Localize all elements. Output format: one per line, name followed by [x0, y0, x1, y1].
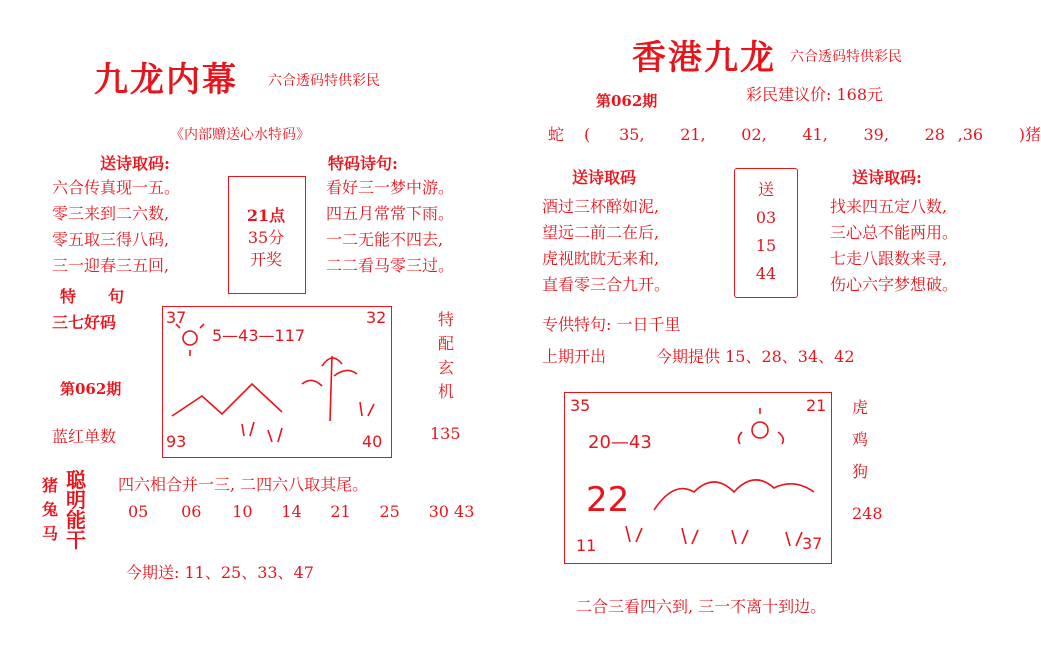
left-poem2-line: 四五月常常下雨。 — [326, 204, 455, 223]
number-cell: 10 — [232, 502, 253, 521]
left-subtitle: 六合透码特供彩民 — [268, 73, 380, 89]
left-poem1-line: 零五取三得八码, — [52, 230, 170, 249]
num-248: 248 — [852, 504, 883, 523]
left-tema-row: 特 句 — [60, 287, 125, 306]
rsketch-big-number: 22 — [586, 480, 630, 520]
left-poem1 — [52, 175, 180, 279]
lanhong-label: 蓝红单数 — [52, 427, 117, 446]
right-poem2-line: 三心总不能两用。 — [830, 223, 959, 242]
number-cell: 21 — [330, 502, 351, 521]
snake-number: 21, — [680, 125, 706, 144]
time-lines — [230, 205, 302, 271]
right-subtitle: 六合透码特供彩民 — [790, 49, 902, 65]
number-cell: 05 — [128, 502, 149, 521]
side-animal: 鸡 — [852, 430, 869, 449]
side-char: 玄 — [438, 358, 455, 377]
right-poem1-title: 送诗取码 — [572, 168, 637, 187]
left-title: 九龙内幕 — [94, 60, 238, 100]
provide-numbers: 今期提供 15、28、34、42 — [656, 347, 855, 366]
right-poem2-title: 送诗取码: — [852, 168, 922, 187]
left-poem1-title: 送诗取码: — [100, 154, 170, 173]
snake-number: 02, — [741, 125, 767, 144]
right-poem2 — [830, 194, 958, 298]
left-poem2 — [326, 175, 454, 279]
left-poem2-line: 二二看马零三过。 — [326, 256, 455, 275]
smart-label — [66, 470, 86, 550]
snake-prefix: 蛇 — [548, 125, 565, 144]
box-line: 44 — [755, 264, 777, 283]
mountain-doodle — [654, 480, 814, 510]
right-poem1-line: 酒过三杯醉如泥, — [542, 197, 660, 216]
right-sketch-drawing — [564, 392, 832, 564]
right-price: 彩民建议价: 168元 — [746, 85, 884, 104]
snake-number: ( — [584, 125, 591, 144]
time-line: 21点 — [246, 206, 286, 225]
snake-number: ,36 — [957, 125, 984, 144]
tree-doodle — [322, 356, 342, 421]
animal: 兔 — [42, 500, 59, 519]
side-animal: 狗 — [852, 462, 869, 481]
side-vertical-text — [438, 308, 454, 404]
right-poem1-line: 虎视眈眈无来和, — [542, 249, 660, 268]
box-line: 送 — [757, 180, 774, 199]
sketch-corner-br: 40 — [362, 432, 383, 451]
snake-number: 39, — [863, 125, 889, 144]
left-poem2-title: 特码诗句: — [328, 154, 398, 173]
side-char: 配 — [438, 334, 455, 353]
rsketch-corner-bl: 11 — [576, 536, 597, 555]
rsketch-corner-tl: 35 — [570, 396, 591, 415]
side-char: 机 — [438, 382, 455, 401]
right-issue: 第062期 — [596, 92, 658, 110]
mountain-doodle — [172, 384, 282, 416]
left-poem2-line: 一二无能不四去, — [326, 230, 444, 249]
box-line: 03 — [755, 208, 777, 227]
animal: 马 — [42, 524, 59, 543]
combo-text: 四六相合并一三, 二四六八取其尾。 — [118, 475, 369, 494]
smart-char: 聪 — [66, 468, 86, 492]
number-row — [128, 502, 474, 521]
number-cell: 25 — [379, 502, 400, 521]
smart-char: 能 — [66, 508, 86, 532]
rsketch-corner-tr: 21 — [806, 396, 827, 415]
side-char: 特 — [438, 310, 455, 329]
left-poem1-line: 零三来到二六数, — [52, 204, 170, 223]
animal: 猪 — [42, 476, 59, 495]
side-animal: 虎 — [852, 398, 869, 417]
snake-number: 41, — [802, 125, 828, 144]
num-135: 135 — [430, 424, 461, 443]
animal-column — [42, 474, 58, 546]
number-cell: 14 — [281, 502, 302, 521]
snake-number: 28 — [924, 125, 945, 144]
right-poem1-line: 直看零三合九开。 — [542, 275, 671, 294]
right-side-animals — [852, 392, 868, 488]
snake-number-row — [584, 122, 1041, 145]
left-poem2-line: 看好三一梦中游。 — [326, 178, 455, 197]
right-poem2-line: 七走八跟数来寻, — [830, 249, 948, 268]
time-line: 35分 — [247, 228, 285, 247]
special-sentence: 专供特句: 一日千里 — [542, 315, 681, 334]
box-line: 15 — [755, 236, 777, 255]
sketch-corner-tl: 37 — [166, 308, 187, 327]
right-poem1-line: 望远二前二在后, — [542, 223, 660, 242]
left-poem1-line: 三一迎春三五回, — [52, 256, 170, 275]
left-banner: 《内部赠送心水特码》 — [170, 127, 310, 143]
right-title: 香港九龙 — [632, 38, 776, 78]
rsketch-line-numbers: 20—43 — [588, 432, 652, 453]
snake-number: 35, — [619, 125, 645, 144]
rsketch-corner-br: 37 — [802, 534, 823, 553]
sketch-corner-tr: 32 — [366, 308, 387, 327]
snake-number: )猪 — [1018, 125, 1041, 144]
right-footer-verse: 二合三看四六到, 三一不离十到边。 — [576, 597, 827, 616]
number-cell: 06 — [181, 502, 202, 521]
left-issue: 第062期 — [60, 380, 122, 398]
sun-doodle — [752, 422, 768, 438]
number-cell: 30 43 — [428, 502, 475, 521]
smart-char: 干 — [66, 528, 86, 552]
smart-char: 明 — [66, 488, 86, 512]
right-poem2-line: 找来四五定八数, — [830, 197, 948, 216]
last-period-label: 上期开出 — [542, 347, 607, 366]
sun-doodle — [183, 331, 197, 345]
sketch-corner-bl: 93 — [166, 432, 187, 451]
sketch-middle-numbers: 5—43—117 — [212, 326, 306, 345]
left-haoma: 三七好码 — [52, 313, 117, 332]
time-line: 开奖 — [249, 250, 282, 269]
left-poem1-line: 六合传真现一五。 — [52, 178, 181, 197]
right-poem2-line: 伤心六字梦想破。 — [830, 275, 959, 294]
right-box-lines — [736, 176, 796, 288]
today-numbers: 今期送: 11、25、33、47 — [126, 563, 314, 582]
right-poem1 — [542, 194, 670, 298]
